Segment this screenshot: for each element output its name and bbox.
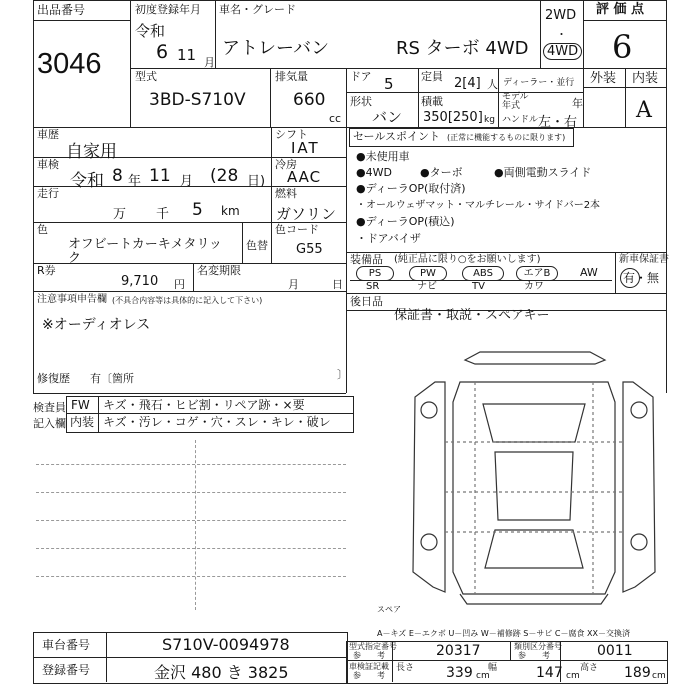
height-value: 189: [624, 665, 651, 681]
registration-year: 6: [156, 41, 169, 63]
selling-point-dealer-op-loaded: ●ディーラOP(積込): [356, 215, 455, 228]
equip-abs: ABS: [462, 266, 504, 281]
chassis-label: 車台番号: [42, 638, 91, 652]
rear-left-wheel: [421, 534, 437, 550]
right-side-outline: [623, 382, 655, 592]
registration-month-unit: 月: [204, 56, 215, 69]
inspector-label-1: 検査員: [33, 401, 66, 414]
selling-point-visor: ・ドアバイザ: [356, 232, 421, 245]
type-spec-value: 20317: [436, 643, 481, 659]
inspection-year: 8: [112, 166, 123, 186]
height-unit: cm: [652, 671, 666, 681]
fuel-label: 燃料: [275, 187, 297, 200]
load-label: 積載: [421, 95, 443, 108]
mileage-value: 5: [192, 200, 203, 220]
selling-points-sub: (正常に機能するものに限ります): [447, 133, 566, 142]
rear-items-value: 保証書・取説・スペアキー: [394, 308, 550, 323]
border-left: [33, 0, 34, 393]
type-spec-label-1: 型式指定番号: [349, 642, 397, 651]
border-right: [666, 0, 667, 393]
inspector-label-2: 記入欄: [33, 417, 66, 430]
body-outline: [453, 382, 615, 594]
width-value: 147: [536, 665, 563, 681]
length-unit: cm: [476, 671, 490, 681]
equipment-sub: (純正品に限り○をお願いします): [394, 254, 541, 265]
mileage-unit: km: [221, 204, 240, 218]
front-right-wheel: [631, 402, 647, 418]
rear-items-label: 後日品: [350, 295, 383, 308]
mileage-sen: 千: [156, 207, 170, 222]
drive-separator: ・: [556, 28, 567, 41]
repair-value: 有〔箇所: [90, 372, 134, 385]
roof-outline: [495, 452, 573, 520]
inspector-fw-label: FW: [71, 398, 90, 412]
selling-point-unused: ●未使用車: [356, 150, 410, 163]
notes-label: 注意事項申告欄: [37, 294, 107, 305]
class-code-label-2: 参 考: [518, 651, 550, 660]
color-value-line1: オフビートカーキメタリッ: [68, 237, 222, 252]
vehicle-damage-diagram: [405, 342, 663, 612]
capacity-unit: 人: [487, 78, 498, 91]
color-label: 色: [37, 223, 48, 236]
class-code-value: 0011: [597, 643, 633, 659]
lot-label: 出品番号: [37, 3, 86, 17]
inspection-month-unit: 月: [180, 174, 194, 189]
history-value: 自家用: [66, 142, 117, 162]
inspection-day-unit: 日): [247, 174, 266, 189]
recolor-label: 色替: [246, 239, 268, 252]
equip-airbag: エアB: [516, 266, 558, 281]
model-year-label1: モデル: [502, 92, 529, 102]
equip-ps: PS: [356, 266, 394, 281]
mileage-man: 万: [113, 207, 127, 222]
score-label: 評 価 点: [596, 2, 645, 17]
width-label: 幅: [488, 663, 498, 673]
handle-label: ハンドル: [502, 115, 539, 125]
color-value-line2: ク: [68, 251, 82, 266]
model-year-label2: 年式: [502, 101, 521, 111]
rear-right-wheel: [631, 534, 647, 550]
score-value: 6: [612, 28, 633, 66]
doors-value: 5: [384, 75, 394, 93]
repair-label: 修復歴: [37, 372, 70, 385]
capacity-label: 定員: [421, 70, 443, 83]
color-code-value: G55: [296, 242, 323, 257]
equip-aw: AW: [580, 266, 598, 279]
color-code-label: 色コード: [275, 223, 319, 236]
lot-number: 3046: [37, 48, 102, 80]
equip-leather: カワ: [524, 281, 544, 292]
displacement-label: 排気量: [275, 70, 308, 83]
load-value: 350[250]: [423, 110, 483, 125]
interior-grade: A: [636, 98, 652, 123]
registration-era: 令和: [135, 22, 166, 40]
inspector-fw-items: キズ・飛石・ヒビ割・リペア跡・×要: [103, 398, 305, 412]
inspection-era: 令和: [70, 171, 104, 191]
drive-4wd-circled: 4WD: [543, 43, 582, 60]
selling-point-4wd: ●4WD: [356, 166, 392, 179]
rear-bumper-outline: [460, 594, 608, 604]
shift-label: シフト: [275, 128, 308, 141]
equip-sr: SR: [366, 281, 380, 292]
mileage-label: 走行: [37, 187, 59, 200]
equip-navi: ナビ: [417, 281, 437, 292]
fuel-value: ガソリン: [276, 205, 337, 223]
width-unit: cm: [566, 671, 580, 681]
aircon-value: AAC: [287, 168, 322, 186]
first-registration-label: 初度登録年月: [135, 3, 201, 16]
plate-value: 金沢 480 き 3825: [154, 663, 289, 682]
inspection-year-unit: 年: [128, 174, 142, 189]
inspector-interior-label: 内装: [70, 415, 95, 429]
displacement-unit: cc: [329, 112, 342, 125]
windshield-outline: [483, 404, 585, 442]
model-label: 型式: [135, 70, 157, 83]
name-change-day: 日: [332, 278, 343, 291]
inspector-interior-items: キズ・汚レ・コゲ・穴・スレ・キレ・破レ: [103, 415, 331, 429]
model-year-unit: 年: [572, 97, 583, 110]
interior-label: 内装: [632, 71, 659, 86]
recycle-unit: 円: [174, 278, 185, 291]
equipment-label: 装備品: [350, 253, 383, 266]
car-grade: RS ターボ 4WD: [396, 38, 529, 59]
name-change-month: 月: [288, 278, 299, 291]
selling-point-accessories: ・オールウェザマット・マルチレール・サイドバー2本: [356, 200, 601, 211]
shape-value: バン: [372, 108, 403, 126]
notes-value: ※オーディオレス: [42, 317, 151, 333]
doors-label: ドア: [350, 70, 372, 83]
warranty-label: 新車保証書: [619, 254, 669, 265]
exterior-label: 外装: [590, 71, 617, 86]
rear-glass-outline: [485, 530, 583, 568]
warranty-value: 有・無: [623, 271, 660, 285]
registration-month: 11: [177, 46, 197, 64]
handle-value: 左・右: [538, 115, 578, 130]
selling-points-label: セールスポイント: [353, 130, 441, 143]
spare-label: スペア: [377, 605, 401, 614]
selling-point-turbo: ●ターボ: [420, 166, 463, 179]
inspection-day: (28: [210, 166, 239, 186]
dims-label-1: 車検証記載: [349, 662, 389, 671]
drive-2wd: 2WD: [545, 8, 577, 23]
car-name: アトレーバン: [222, 38, 330, 59]
warranty-circle-mark: [620, 268, 640, 288]
displacement-value: 660: [293, 90, 326, 110]
plate-label: 登録番号: [42, 663, 91, 677]
selling-point-dealer-op-installed: ●ディーラOP(取付済): [356, 182, 466, 195]
shape-label: 形状: [350, 95, 372, 108]
inspection-label: 車検: [37, 158, 59, 171]
height-label: 高さ: [580, 663, 599, 673]
model-value: 3BD-S710V: [149, 90, 246, 110]
left-side-outline: [413, 382, 445, 592]
car-name-label: 車名・グレード: [219, 3, 296, 16]
front-bumper-outline: [465, 352, 605, 364]
repair-close: 〕: [337, 368, 348, 381]
type-spec-label-2: 参 考: [353, 651, 385, 660]
length-value: 339: [446, 665, 473, 681]
class-code-label-1: 類別区分番号: [514, 642, 562, 651]
name-change-label: 名変期限: [197, 264, 241, 277]
recycle-label: R券: [37, 264, 56, 277]
inspection-month: 11: [149, 166, 171, 186]
load-unit: kg: [484, 115, 495, 125]
length-label: 長さ: [396, 663, 415, 673]
dealer-label: ディーラー・並行: [503, 78, 575, 88]
selling-point-sliding-doors: ●両側電動スライド: [494, 166, 592, 179]
front-left-wheel: [421, 402, 437, 418]
history-label: 車歴: [37, 128, 59, 141]
chassis-value: S710V-0094978: [162, 635, 290, 654]
capacity-value: 2[4]: [454, 76, 481, 91]
notes-sub: (不具合内容等は具体的に記入して下さい): [112, 296, 263, 305]
shift-value: IAT: [291, 139, 320, 157]
damage-legend: A－キズ E－エクボ U－凹み W－補修跡 S－サビ C－腐食 XX－交換済: [377, 629, 631, 638]
recycle-value: 9,710: [121, 274, 159, 289]
equip-pw: PW: [409, 266, 447, 281]
border-top: [33, 0, 667, 1]
dims-label-2: 参 考: [353, 671, 385, 680]
aircon-label: 冷房: [275, 158, 297, 171]
equip-tv: TV: [472, 281, 485, 292]
